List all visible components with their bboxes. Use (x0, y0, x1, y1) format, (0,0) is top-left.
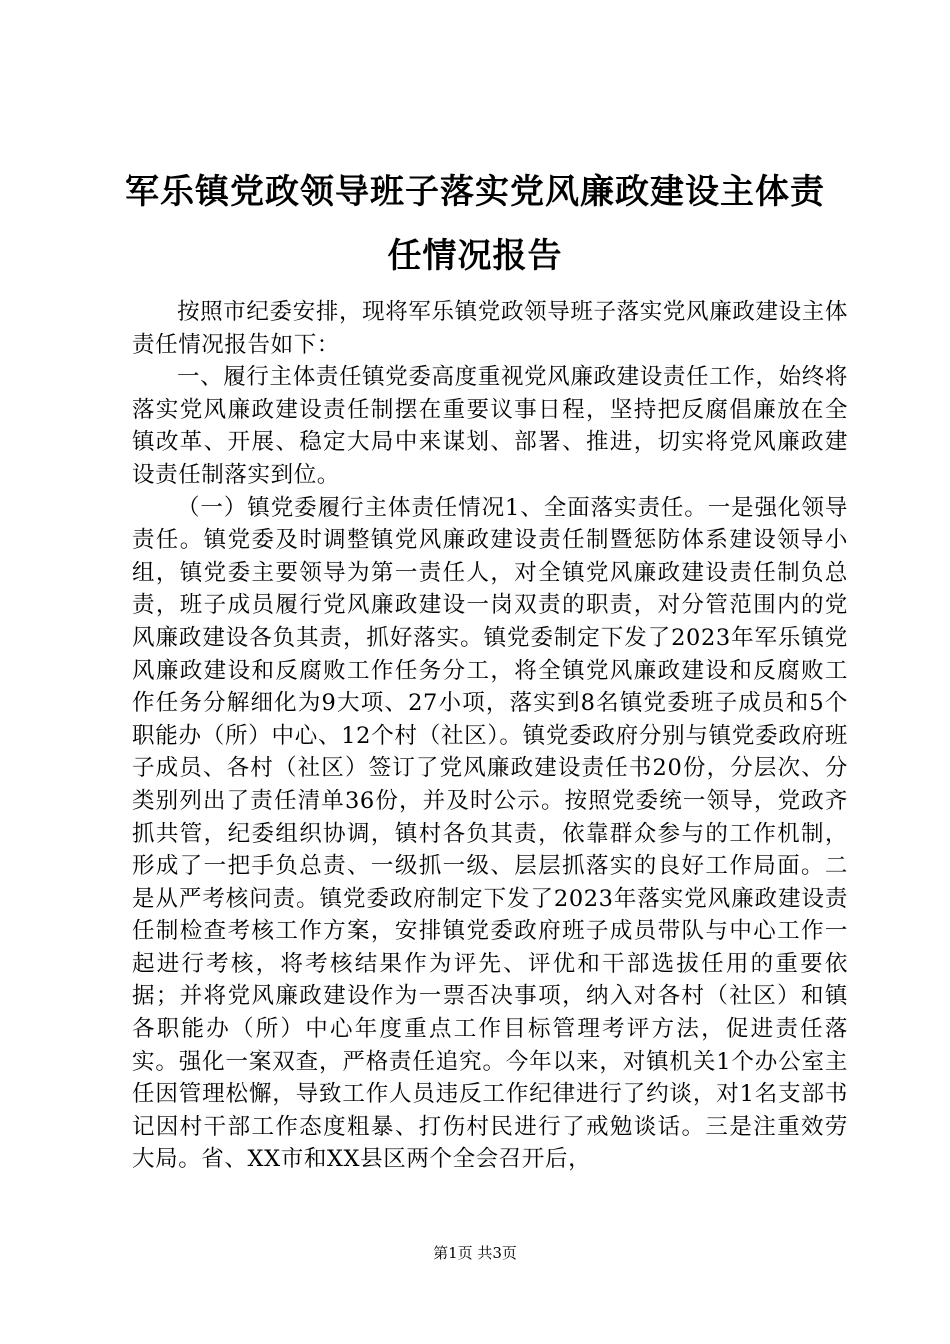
document-title (100, 160, 850, 288)
paragraph-intro: 按照市纪委安排，现将军乐镇党政领导班子落实党风廉政建设主体责任情况报告如下： (132, 299, 848, 358)
title-line-2: 任情况报告 (387, 236, 563, 276)
paragraph-section-1: 一、履行主体责任镇党委高度重视党风廉政建设责任工作，始终将落实党风廉政建设责任制摆在重要议事日程，坚持把反腐倡廉放在全镇改革、开展、稳定大局中来谋划、部署、推进，切实将党风廉政建设责任制落实到位。 (132, 364, 848, 488)
paragraph-subsection-1: （一）镇党委履行主体责任情况1、全面落实责任。一是强化领导责任。镇党委及时调整镇党风廉政建设责任制暨惩防体系建设领导小组，镇党委主要领导为第一责任人，对全镇党风廉政建设责任制负总责，班子成员履行党风廉政建设一岗双责的职责，对分管范围内的党风廉政建设各负其责，抓好落实。镇党委制定下发了2023年军乐镇党风廉政建设和反腐败工作任务分工，将全镇党风廉政建设和反腐败工作任务分解细化为9大项、27小项，落实到8名镇党委班子成员和5个职能办（所）中心、12个村（社区）。镇党委政府分别与镇党委政府班子成员、各村（社区）签订了党风廉政建设责任书20份，分层次、分类别列出了责任清单36份，并及时公示。按照党委统一领导，党政齐抓共管，纪委组织协调，镇村各负其责，依靠群众参与的工作机制，形成了一把手负总责、一级抓一级、层层抓落实的良好工作局面。二是从严考核问责。镇党委政府制定下发了2023年落实党风廉政建设责任制检查考核工作方案，安排镇党委政府班子成员带队与中心工作一起进行考核，将考核结果作为评先、评优和干部选拔任用的重要依据；并将党风廉政建设作为一票否决事项，纳入对各村（社区）和镇各职能办（所）中心年度重点工作目标管理考评方法，促进责任落实。强化一案双查，严格责任追究。今年以来，对镇机关1个办公室主任因管理松懈，导致工作人员违反工作纪律进行了约谈，对1名支部书记因村干部工作态度粗暴、打伤村民进行了戒勉谈话。三是注重效劳大局。省、XX市和XX县区两个全会召开后， (132, 494, 848, 1173)
document-body (132, 296, 848, 1176)
page-footer: 第1页 共3页 (433, 1244, 517, 1262)
title-line-1: 军乐镇党政领导班子落实党风廉政建设主体责 (125, 172, 825, 212)
